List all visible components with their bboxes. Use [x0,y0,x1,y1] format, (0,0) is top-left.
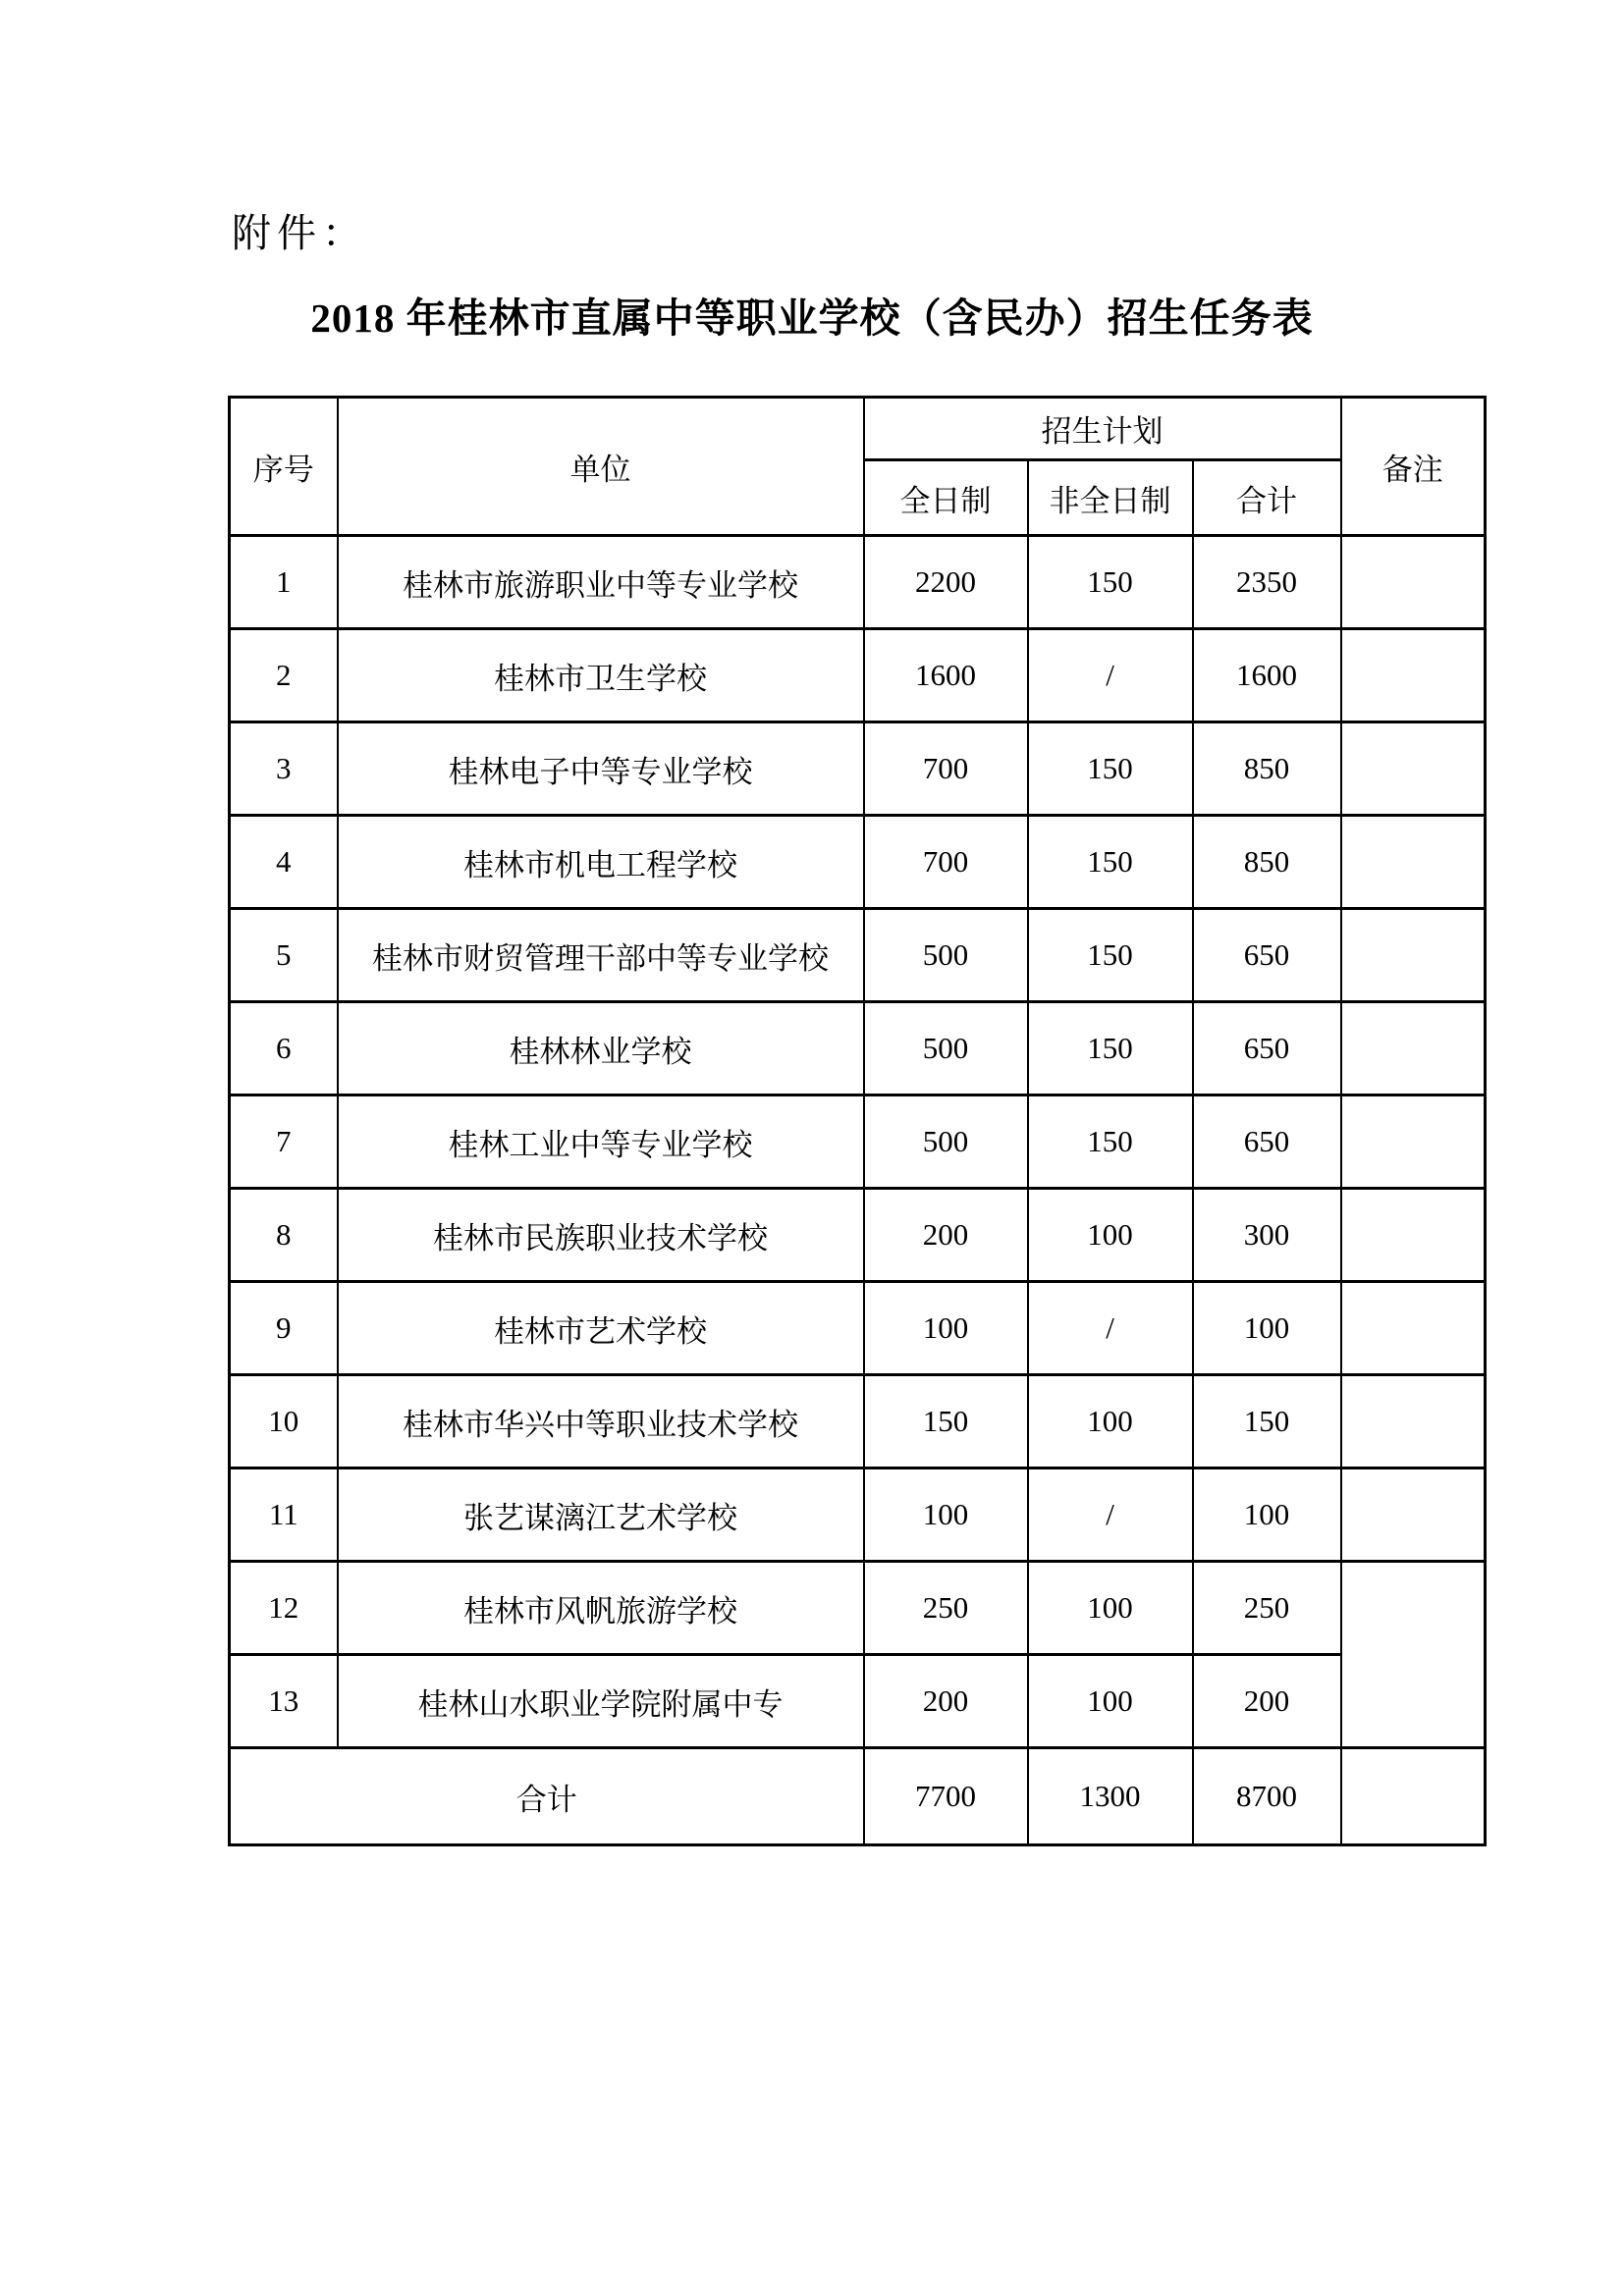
cell-parttime: 150 [1028,1002,1193,1095]
cell-remark [1341,722,1486,816]
cell-remark [1341,1002,1486,1095]
header-plan-group: 招生计划 [864,398,1341,460]
cell-no: 13 [230,1655,338,1748]
cell-no: 10 [230,1375,338,1468]
cell-parttime: 100 [1028,1562,1193,1655]
cell-parttime: 150 [1028,816,1193,909]
header-unit: 单位 [338,398,864,536]
cell-total: 300 [1193,1189,1341,1282]
cell-unit: 桂林市旅游职业中等专业学校 [338,536,864,629]
cell-no: 2 [230,629,338,722]
cell-no: 7 [230,1095,338,1189]
cell-remark [1341,536,1486,629]
cell-parttime: 100 [1028,1375,1193,1468]
cell-parttime: 150 [1028,536,1193,629]
cell-parttime: 150 [1028,1095,1193,1189]
cell-unit: 桂林市民族职业技术学校 [338,1189,864,1282]
header-parttime: 非全日制 [1028,460,1193,536]
table-row [230,1095,1486,1189]
table-row [230,1375,1486,1468]
cell-fulltime: 1600 [864,629,1028,722]
cell-unit: 桂林市艺术学校 [338,1282,864,1375]
cell-total-sum: 8700 [1193,1748,1341,1845]
header-remarks: 备注 [1341,398,1486,536]
header-row-top [230,398,1486,460]
cell-unit: 桂林工业中等专业学校 [338,1095,864,1189]
cell-no: 11 [230,1468,338,1562]
cell-total: 200 [1193,1655,1341,1748]
cell-total: 850 [1193,722,1341,816]
cell-unit: 张艺谋漓江艺术学校 [338,1468,864,1562]
cell-fulltime: 200 [864,1655,1028,1748]
table-row [230,1282,1486,1375]
cell-no: 8 [230,1189,338,1282]
cell-unit: 桂林市卫生学校 [338,629,864,722]
cell-total: 100 [1193,1468,1341,1562]
cell-fulltime: 100 [864,1468,1028,1562]
cell-fulltime: 700 [864,722,1028,816]
cell-unit: 桂林市华兴中等职业技术学校 [338,1375,864,1468]
cell-total-fulltime: 7700 [864,1748,1028,1845]
cell-parttime: / [1028,1468,1193,1562]
cell-no: 5 [230,909,338,1002]
cell-remark [1341,629,1486,722]
cell-parttime: / [1028,629,1193,722]
cell-total: 650 [1193,1002,1341,1095]
cell-no: 12 [230,1562,338,1655]
cell-total-parttime: 1300 [1028,1748,1193,1845]
cell-no: 4 [230,816,338,909]
table-row [230,909,1486,1002]
table-row [230,722,1486,816]
cell-parttime: 150 [1028,909,1193,1002]
cell-remark [1341,909,1486,1002]
cell-no: 6 [230,1002,338,1095]
header-index: 序号 [230,398,338,536]
table-row [230,1468,1486,1562]
cell-fulltime: 250 [864,1562,1028,1655]
table-row [230,816,1486,909]
attachment-label: 附件： [232,211,367,255]
table-total-row [230,1748,1486,1845]
cell-fulltime: 100 [864,1282,1028,1375]
cell-fulltime: 150 [864,1375,1028,1468]
table-row [230,1189,1486,1282]
cell-unit: 桂林市风帆旅游学校 [338,1562,864,1655]
cell-remark [1341,1468,1486,1562]
cell-remark [1341,1189,1486,1282]
cell-parttime: 150 [1028,722,1193,816]
cell-fulltime: 200 [864,1189,1028,1282]
cell-no: 1 [230,536,338,629]
cell-remark [1341,1748,1486,1845]
cell-fulltime: 2200 [864,536,1028,629]
cell-unit: 桂林市机电工程学校 [338,816,864,909]
table-row [230,536,1486,629]
cell-total: 2350 [1193,536,1341,629]
table-row [230,1002,1486,1095]
cell-remark [1341,1095,1486,1189]
cell-no: 9 [230,1282,338,1375]
table-row [230,1562,1486,1655]
header-fulltime: 全日制 [864,460,1028,536]
enrollment-table [228,396,1487,1846]
cell-fulltime: 700 [864,816,1028,909]
cell-fulltime: 500 [864,1002,1028,1095]
cell-unit: 桂林市财贸管理干部中等专业学校 [338,909,864,1002]
cell-parttime: 100 [1028,1655,1193,1748]
cell-total: 150 [1193,1375,1341,1468]
cell-total: 650 [1193,1095,1341,1189]
cell-parttime: 100 [1028,1189,1193,1282]
cell-fulltime: 500 [864,1095,1028,1189]
table-row [230,629,1486,722]
cell-unit: 桂林电子中等专业学校 [338,722,864,816]
cell-fulltime: 500 [864,909,1028,1002]
cell-remark [1341,1282,1486,1375]
cell-unit: 桂林山水职业学院附属中专 [338,1655,864,1748]
cell-remark-merged [1341,1562,1486,1748]
cell-total-label: 合计 [230,1748,864,1845]
table-row [230,1655,1486,1748]
header-subtotal: 合计 [1193,460,1341,536]
cell-total: 650 [1193,909,1341,1002]
cell-total: 250 [1193,1562,1341,1655]
cell-total: 850 [1193,816,1341,909]
cell-total: 1600 [1193,629,1341,722]
cell-remark [1341,816,1486,909]
cell-remark [1341,1375,1486,1468]
cell-parttime: / [1028,1282,1193,1375]
cell-total: 100 [1193,1282,1341,1375]
page-title: 2018 年桂林市直属中等职业学校（含民办）招生任务表 [310,295,1314,341]
cell-no: 3 [230,722,338,816]
cell-unit: 桂林林业学校 [338,1002,864,1095]
